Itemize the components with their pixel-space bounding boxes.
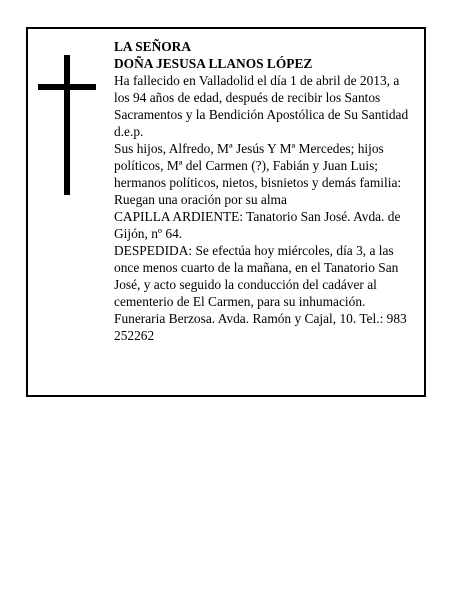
death-announcement: Ha fallecido en Valladolid el día 1 de abril de 2013, a los 94 años de edad, después de recibir los Santos Sacramentos y la Bendición Apostólica de Su Santidad d.e.p. (114, 73, 409, 139)
funeral-chapel: CAPILLA ARDIENTE: Tanatorio San José. Avda. de Gijón, nº 64. (114, 209, 401, 241)
obituary-text (114, 38, 418, 344)
cross-horizontal-bar (38, 84, 96, 90)
deceased-name: DOÑA JESUSA LLANOS LÓPEZ (114, 56, 313, 71)
family-mourners: Sus hijos, Alfredo, Mª Jesús Y Mª Mercedes; hijos políticos, Mª del Carmen (?), Fabián y Juan Luis; hermanos políticos, nietos, bisnietos y demás familia: Ruegan una oración por su alma (114, 141, 402, 207)
cross-vertical-bar (64, 55, 70, 195)
farewell-details: DESPEDIDA: Se efectúa hoy miércoles, día 3, a las once menos cuarto de la mañana, en el Tanatorio San José, y acto seguido la conducción del cadáver al cementerio de El Carmen, para su inhumación. (114, 243, 399, 309)
funeral-home: Funeraria Berzosa. Avda. Ramón y Cajal, 10. Tel.: 983 252262 (114, 311, 407, 343)
notice-title: LA SEÑORA (114, 39, 192, 54)
